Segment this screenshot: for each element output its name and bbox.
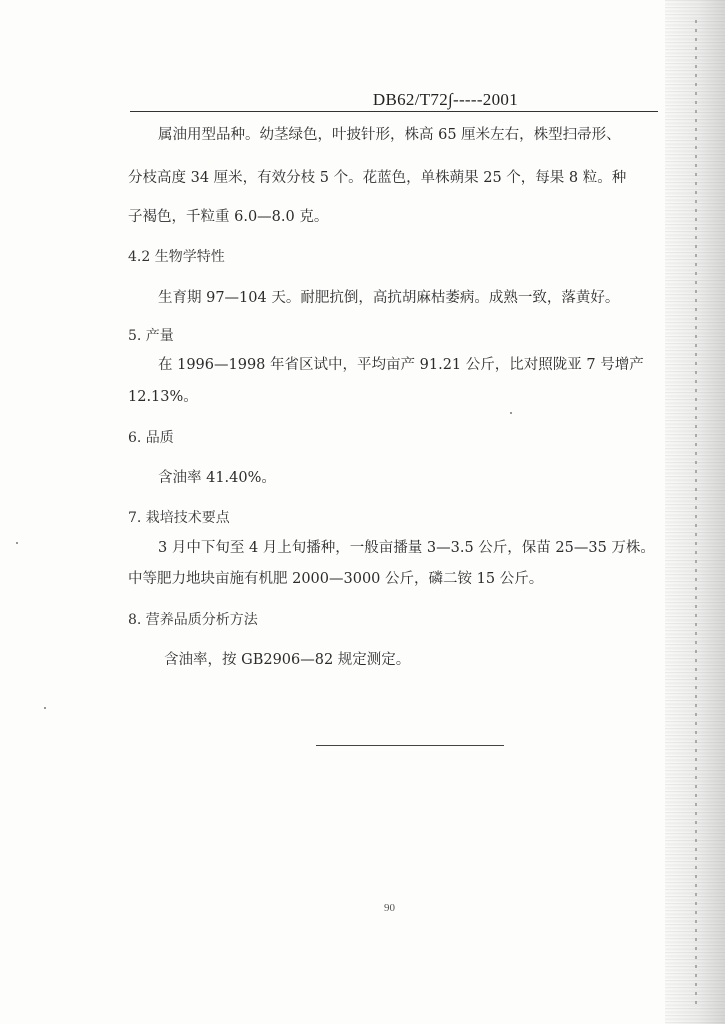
scan-speck: [510, 412, 512, 414]
scan-speck: [16, 542, 18, 544]
page-number: 90: [384, 902, 395, 914]
body-line: 在 1996—1998 年省区试中，平均亩产 91.21 公斤，比对照陇亚 7 号增产: [158, 357, 644, 373]
body-line: 子褐色，千粒重 6.0—8.0 克。: [128, 209, 329, 225]
section-heading: 7. 栽培技术要点: [128, 510, 230, 526]
section-heading: 5. 产量: [128, 328, 174, 344]
body-line: 属油用型品种。幼茎绿色，叶披针形，株高 65 厘米左右，株型扫帚形、: [158, 127, 621, 143]
section-heading: 6. 品质: [128, 430, 174, 446]
body-line: 中等肥力地块亩施有机肥 2000—3000 公斤，磷二铵 15 公斤。: [128, 571, 544, 587]
body-line: 12.13%。: [128, 389, 198, 405]
standard-code: DB62/T72∫-----2001: [372, 90, 518, 109]
body-line: 3 月中下旬至 4 月上旬播种，一般亩播量 3—3.5 公斤，保苗 25—35 万株。: [158, 540, 655, 556]
body-line: 含油率 41.40%。: [158, 470, 276, 486]
section-heading: 8. 营养品质分析方法: [128, 612, 258, 628]
body-line: 含油率，按 GB2906—82 规定测定。: [164, 652, 411, 668]
body-line: 分枝高度 34 厘米，有效分枝 5 个。花蓝色，单株蒴果 25 个，每果 8 粒。种: [128, 170, 627, 186]
header-rule: [130, 111, 658, 112]
end-rule: [316, 745, 504, 746]
scan-binding-edge: [665, 0, 725, 1024]
section-heading: 4.2 生物学特性: [128, 249, 225, 265]
scan-speck: [44, 707, 46, 709]
body-line: 生育期 97—104 天。耐肥抗倒，高抗胡麻枯萎病。成熟一致，落黄好。: [158, 290, 620, 306]
page-header: [130, 86, 658, 112]
